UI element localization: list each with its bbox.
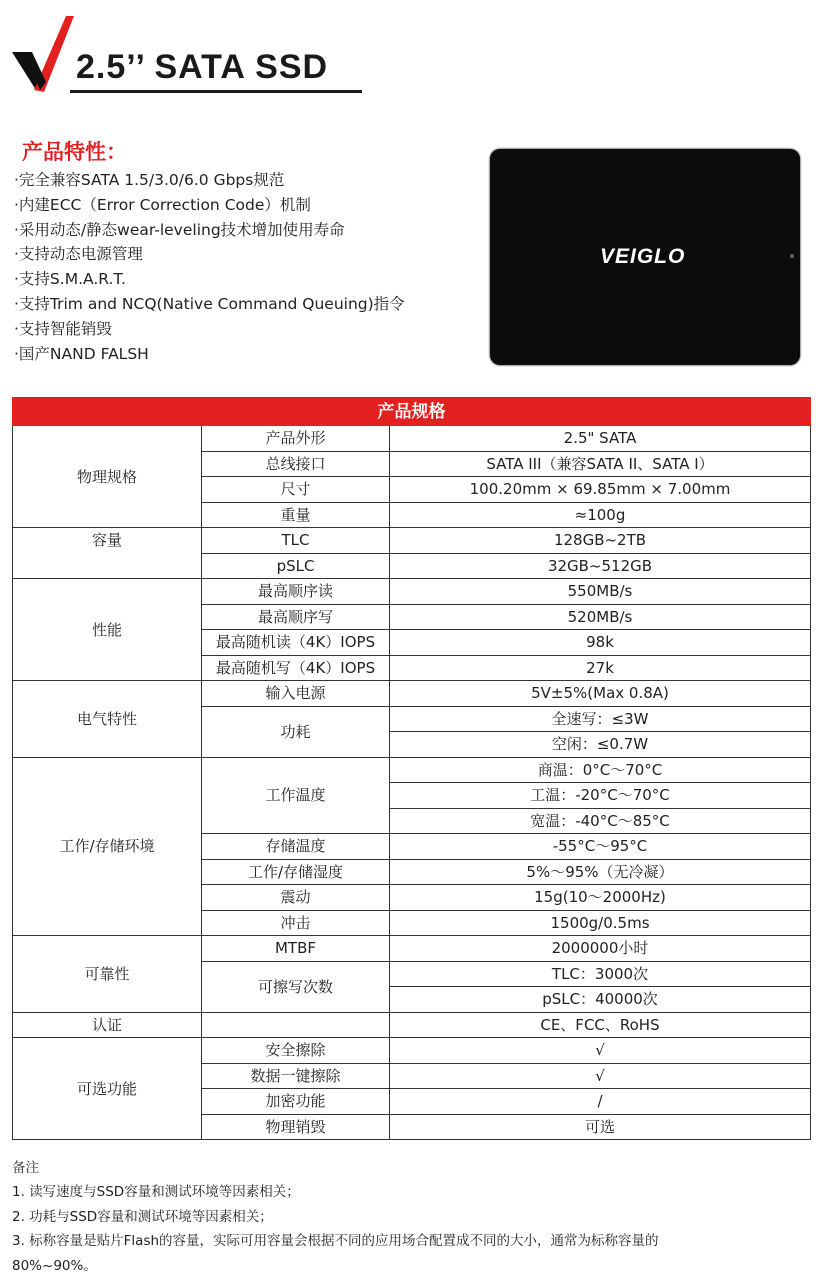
value-cell: 可选 bbox=[390, 1114, 811, 1140]
value-cell: -55°C～95°C bbox=[390, 834, 811, 860]
group-cell: 工作/存储环境 bbox=[13, 757, 202, 936]
item-cell bbox=[202, 1012, 390, 1038]
group-cell: 可选功能 bbox=[13, 1038, 202, 1140]
feature-item: ·支持Trim and NCQ(Native Command Queuing)指令 bbox=[14, 294, 405, 313]
value-cell: 15g(10～2000Hz) bbox=[390, 885, 811, 911]
table-row bbox=[13, 1012, 811, 1038]
value-cell: 550MB/s bbox=[390, 579, 811, 605]
feature-item: ·采用动态/静态wear-leveling技术增加使用寿命 bbox=[14, 220, 345, 239]
table-row bbox=[13, 936, 811, 962]
spec-table bbox=[12, 397, 811, 1140]
page-title: 2.5’’ SATA SSD bbox=[76, 48, 329, 86]
ssd-product-image bbox=[490, 149, 800, 365]
value-cell: 27k bbox=[390, 655, 811, 681]
item-cell: 最高随机写（4K）IOPS bbox=[202, 655, 390, 681]
title-underline bbox=[70, 90, 362, 93]
note-item: 3. 标称容量是贴片Flash的容量，实际可用容量会根据不同的应用场合配置成不同的大小，通常为标称容量的 bbox=[12, 1233, 659, 1250]
value-cell: 520MB/s bbox=[390, 604, 811, 630]
value-cell: 全速写：≤3W bbox=[390, 706, 811, 732]
value-cell: 5%～95%（无冷凝） bbox=[390, 859, 811, 885]
group-cell: 物理规格 bbox=[13, 426, 202, 528]
value-cell: √ bbox=[390, 1063, 811, 1089]
table-row bbox=[13, 757, 811, 783]
item-cell: MTBF bbox=[202, 936, 390, 962]
value-cell: 100.20mm × 69.85mm × 7.00mm bbox=[390, 477, 811, 503]
item-cell: 输入电源 bbox=[202, 681, 390, 707]
item-cell: TLC bbox=[202, 528, 390, 554]
page-header bbox=[10, 14, 362, 94]
group-cell: 性能 bbox=[13, 579, 202, 681]
group-cell: 电气特性 bbox=[13, 681, 202, 758]
table-row bbox=[13, 579, 811, 605]
item-cell: 物理销毁 bbox=[202, 1114, 390, 1140]
item-cell: 安全擦除 bbox=[202, 1038, 390, 1064]
notes-title: 备注 bbox=[12, 1160, 39, 1176]
item-cell: 工作温度 bbox=[202, 757, 390, 834]
spec-table-title: 产品规格 bbox=[13, 398, 811, 426]
item-cell: 存储温度 bbox=[202, 834, 390, 860]
value-cell: √ bbox=[390, 1038, 811, 1064]
value-cell: 商温：0°C～70°C bbox=[390, 757, 811, 783]
item-cell: 产品外形 bbox=[202, 426, 390, 452]
feature-item: ·国产NAND FALSH bbox=[14, 344, 149, 363]
value-cell: 2000000小时 bbox=[390, 936, 811, 962]
item-cell: 最高顺序读 bbox=[202, 579, 390, 605]
item-cell: 数据一键擦除 bbox=[202, 1063, 390, 1089]
value-cell: 5V±5%(Max 0.8A) bbox=[390, 681, 811, 707]
value-cell: 128GB~2TB bbox=[390, 528, 811, 554]
note-item: 80%~90%。 bbox=[12, 1257, 97, 1274]
table-row bbox=[13, 528, 811, 554]
value-cell: 工温：-20°C～70°C bbox=[390, 783, 811, 809]
item-cell: 加密功能 bbox=[202, 1089, 390, 1115]
item-cell: 最高随机读（4K）IOPS bbox=[202, 630, 390, 656]
item-cell: 重量 bbox=[202, 502, 390, 528]
item-cell: 可擦写次数 bbox=[202, 961, 390, 1012]
item-cell: 功耗 bbox=[202, 706, 390, 757]
brand-v-logo bbox=[10, 14, 80, 94]
ssd-led-dot bbox=[790, 254, 794, 258]
feature-item: ·支持智能销毁 bbox=[14, 319, 112, 338]
note-item: 2. 功耗与SSD容量和测试环境等因素相关； bbox=[12, 1208, 273, 1225]
item-cell: 最高顺序写 bbox=[202, 604, 390, 630]
group-cell: 容量 bbox=[13, 528, 202, 579]
feature-item: ·支持S.M.A.R.T. bbox=[14, 270, 126, 289]
value-cell: CE、FCC、RoHS bbox=[390, 1012, 811, 1038]
group-cell: 可靠性 bbox=[13, 936, 202, 1013]
value-cell: 宽温：-40°C～85°C bbox=[390, 808, 811, 834]
feature-item: ·支持动态电源管理 bbox=[14, 245, 143, 264]
item-cell: 总线接口 bbox=[202, 451, 390, 477]
item-cell: 尺寸 bbox=[202, 477, 390, 503]
notes-section bbox=[12, 1156, 817, 1278]
value-cell: ≈100g bbox=[390, 502, 811, 528]
note-item: 1. 读写速度与SSD容量和测试环境等因素相关； bbox=[12, 1184, 300, 1201]
item-cell: 震动 bbox=[202, 885, 390, 911]
value-cell: / bbox=[390, 1089, 811, 1115]
features-title: 产品特性： bbox=[22, 140, 127, 164]
table-row bbox=[13, 426, 811, 452]
value-cell: 空闲：≤0.7W bbox=[390, 732, 811, 758]
item-cell: 冲击 bbox=[202, 910, 390, 936]
value-cell: 98k bbox=[390, 630, 811, 656]
value-cell: 32GB~512GB bbox=[390, 553, 811, 579]
value-cell: 2.5" SATA bbox=[390, 426, 811, 452]
group-cell: 认证 bbox=[13, 1012, 202, 1038]
spec-table-header-row bbox=[13, 398, 811, 426]
feature-item: ·内建ECC（Error Correction Code）机制 bbox=[14, 195, 311, 214]
item-cell: 工作/存储湿度 bbox=[202, 859, 390, 885]
features-list bbox=[14, 168, 405, 366]
ssd-brand-logo: VEIGLO bbox=[600, 245, 686, 268]
item-cell: pSLC bbox=[202, 553, 390, 579]
table-row bbox=[13, 1038, 811, 1064]
value-cell: TLC：3000次 bbox=[390, 961, 811, 987]
table-row bbox=[13, 681, 811, 707]
value-cell: 1500g/0.5ms bbox=[390, 910, 811, 936]
value-cell: pSLC：40000次 bbox=[390, 987, 811, 1013]
feature-item: ·完全兼容SATA 1.5/3.0/6.0 Gbps规范 bbox=[14, 171, 285, 189]
value-cell: SATA III（兼容SATA II、SATA I） bbox=[390, 451, 811, 477]
